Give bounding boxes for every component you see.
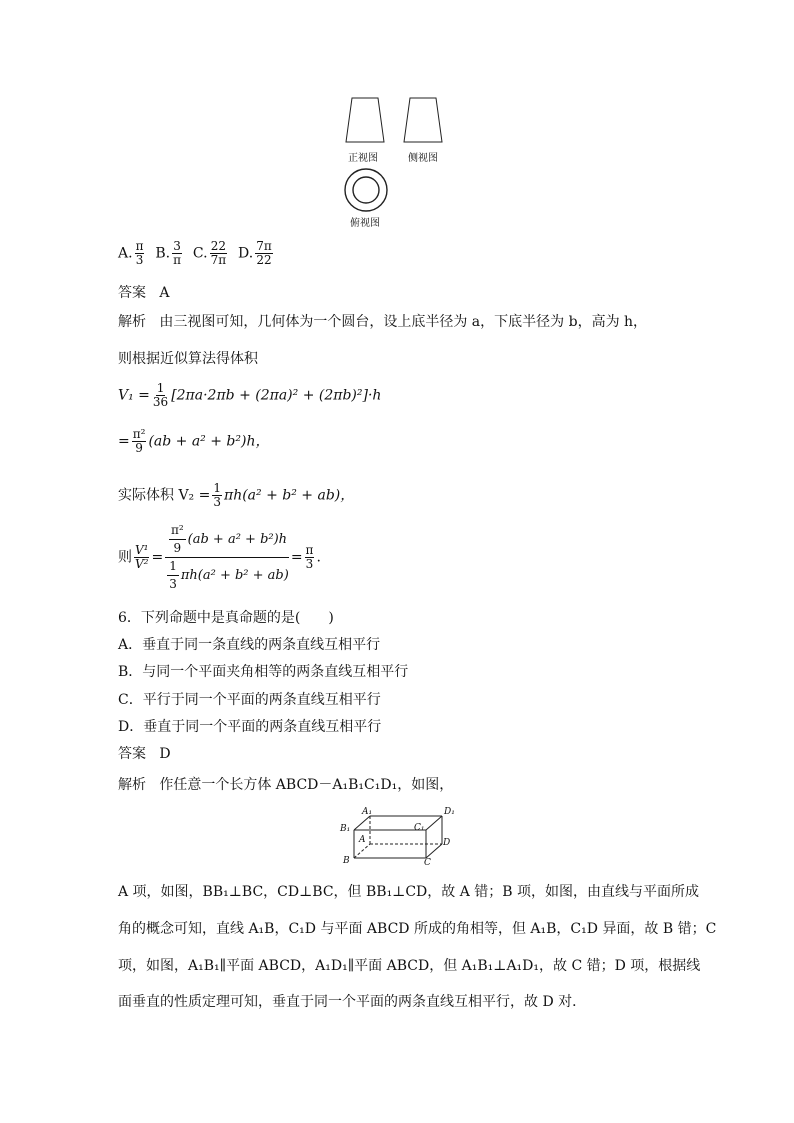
top-view-label: 俯视图 — [350, 218, 380, 229]
q6-option-c: C．平行于同一个平面的两条直线互相平行 — [118, 692, 381, 708]
v1-formula: V₁ = $\frac{1}{36}$ [2πa·2πb + (2πa)² + (2πb)²]·h — [118, 381, 382, 409]
label-a1: A₁ — [362, 807, 373, 817]
front-view-label: 正视图 — [348, 153, 378, 164]
label-a: A — [359, 835, 366, 845]
q6-option-a: A．垂直于同一条直线的两条直线互相平行 — [118, 637, 381, 653]
q5-options: A. $\frac{\pi}{3}$ B. $\frac{3}{\pi}$ C. $\frac{22}{7\pi}$ D. $\frac{7\pi}{22}$ — [118, 239, 272, 267]
ratio-formula: 则 $\frac{\text{V¹}}{\text{V²}}$ = $\frac{\text{π²}}{9}$ (ab + a² + b²)h $\frac{1}{3}$ πh(a² + b² + ab) = $\frac{\pi}{3}$ . — [118, 523, 321, 591]
q5-analysis-line1: 解析 由三视图可知，几何体为一个圆台，设上底半径为 a，下底半径为 b，高为 h， — [118, 314, 648, 330]
side-view-label: 侧视图 — [408, 153, 438, 164]
label-c: C — [424, 858, 431, 868]
q6-analysis-line1: A 项，如图，BB₁⊥BC，CD⊥BC，但 BB₁⊥CD，故 A 错；B 项，如图，由直线与平面所成 — [118, 884, 700, 900]
q6-stem: 6．下列命题中是真命题的是( ) — [118, 610, 334, 626]
option-c-prefix: C. — [192, 245, 208, 262]
q5-answer: 答案 A — [118, 285, 170, 301]
q6-analysis-intro: 解析 作任意一个长方体 ABCD－A₁B₁C₁D₁，如图， — [118, 777, 454, 793]
q5-analysis-line2: 则根据近似算法得体积 — [118, 351, 258, 367]
q6-analysis-line4: 面垂直的性质定理可知，垂直于同一个平面的两条直线互相平行，故 D 对． — [118, 994, 587, 1010]
label-b: B — [343, 856, 350, 866]
label-c1: C₁ — [414, 823, 425, 833]
label-b1: B₁ — [340, 824, 351, 834]
option-b-prefix: B. — [155, 245, 171, 262]
front-view-trapezoid — [346, 98, 384, 142]
q6-answer: 答案 D — [118, 746, 171, 762]
side-view-trapezoid — [404, 98, 442, 142]
label-d: D — [443, 838, 451, 848]
top-view-inner-circle — [353, 177, 379, 203]
top-view-outer-circle — [345, 169, 387, 211]
q6-option-b: B．与同一个平面夹角相等的两条直线互相平行 — [118, 664, 409, 680]
option-d-prefix: D. — [238, 245, 254, 262]
q6-analysis-line2: 角的概念可知，直线 A₁B，C₁D 与平面 ABCD 所成的角相等，但 A₁B，C₁D 异面，故 B 错；C — [118, 921, 717, 937]
q6-analysis-line3: 项，如图，A₁B₁∥平面 ABCD，A₁D₁∥平面 ABCD，但 A₁B₁⊥A₁D₁，故 C 错；D 项，根据线 — [118, 958, 701, 974]
v2-formula: 实际体积 V₂ = $\frac{1}{3}$ πh(a² + b² + ab)， — [118, 481, 355, 509]
q6-option-d: D．垂直于同一个平面的两条直线互相平行 — [118, 719, 382, 735]
v1-simplified: = $\frac{\text{π²}}{9}$ (ab + a² + b²)h， — [118, 427, 270, 455]
label-d1: D₁ — [444, 807, 455, 817]
option-a-prefix: A. — [118, 245, 133, 262]
